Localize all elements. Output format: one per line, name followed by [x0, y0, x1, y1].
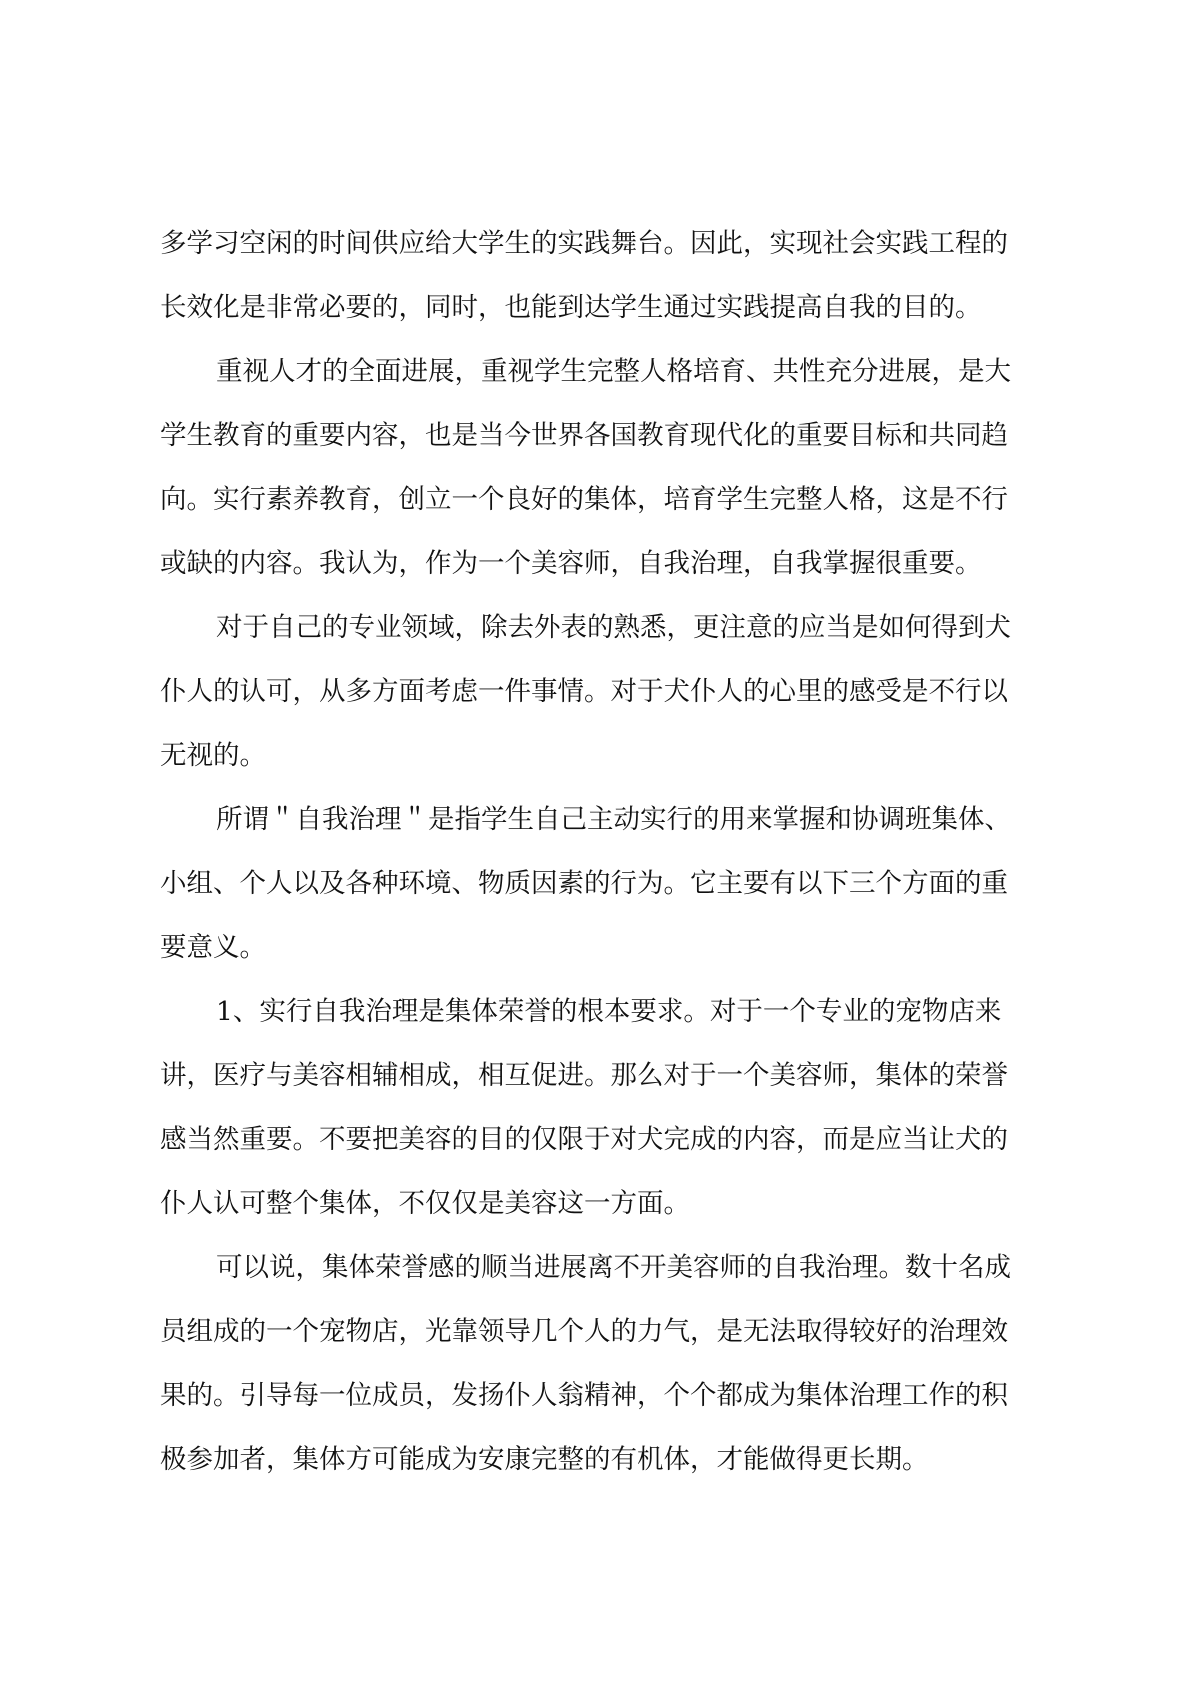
paragraph-line: 仆人的认可，从多方面考虑一件事情。对于犬仆人的心里的感受是不行以 — [160, 676, 1008, 707]
paragraph-line: 感当然重要。不要把美容的目的仅限于对犬完成的内容，而是应当让犬的 — [160, 1124, 1008, 1155]
paragraph-line: 员组成的一个宠物店，光靠领导几个人的力气，是无法取得较好的治理效 — [160, 1316, 1008, 1347]
paragraph-line: 多学习空闲的时间供应给大学生的实践舞台。因此，实现社会实践工程的 — [160, 228, 1008, 259]
paragraph-1 — [160, 212, 1044, 340]
paragraph-line: 向。实行素养教育，创立一个良好的集体，培育学生完整人格，这是不行 — [160, 484, 1008, 515]
paragraph-3 — [160, 596, 1044, 788]
paragraph-5 — [160, 980, 1044, 1236]
paragraph-line: 或缺的内容。我认为，作为一个美容师，自我治理，自我掌握很重要。 — [160, 548, 982, 579]
paragraph-line: 小组、个人以及各种环境、物质因素的行为。它主要有以下三个方面的重 — [160, 868, 1008, 899]
paragraph-2 — [160, 340, 1044, 596]
paragraph-line: 无视的。 — [160, 740, 266, 771]
paragraph-line: 讲，医疗与美容相辅相成，相互促进。那么对于一个美容师，集体的荣誉 — [160, 1060, 1008, 1091]
paragraph-line: 长效化是非常必要的，同时，也能到达学生通过实践提高自我的目的。 — [160, 292, 982, 323]
paragraph-line: 对于自己的专业领域，除去外表的熟悉，更注意的应当是如何得到犬 — [216, 612, 1011, 643]
paragraph-line: 极参加者，集体方可能成为安康完整的有机体，才能做得更长期。 — [160, 1444, 929, 1475]
paragraph-line: 重视人才的全面进展，重视学生完整人格培育、共性充分进展，是大 — [216, 356, 1011, 387]
paragraph-line: 可以说，集体荣誉感的顺当进展离不开美容师的自我治理。数十名成 — [216, 1252, 1011, 1283]
paragraph-line: 1、实行自我治理是集体荣誉的根本要求。对于一个专业的宠物店来 — [216, 996, 1002, 1027]
paragraph-4 — [160, 788, 1044, 980]
paragraph-line: 学生教育的重要内容，也是当今世界各国教育现代化的重要目标和共同趋 — [160, 420, 1008, 451]
paragraph-line: 所谓＂自我治理＂是指学生自己主动实行的用来掌握和协调班集体、 — [216, 804, 1011, 835]
document-body — [160, 212, 1044, 1492]
paragraph-6 — [160, 1236, 1044, 1492]
paragraph-line: 仆人认可整个集体，不仅仅是美容这一方面。 — [160, 1188, 690, 1219]
paragraph-line: 果的。引导每一位成员，发扬仆人翁精神，个个都成为集体治理工作的积 — [160, 1380, 1008, 1411]
paragraph-line: 要意义。 — [160, 932, 266, 963]
